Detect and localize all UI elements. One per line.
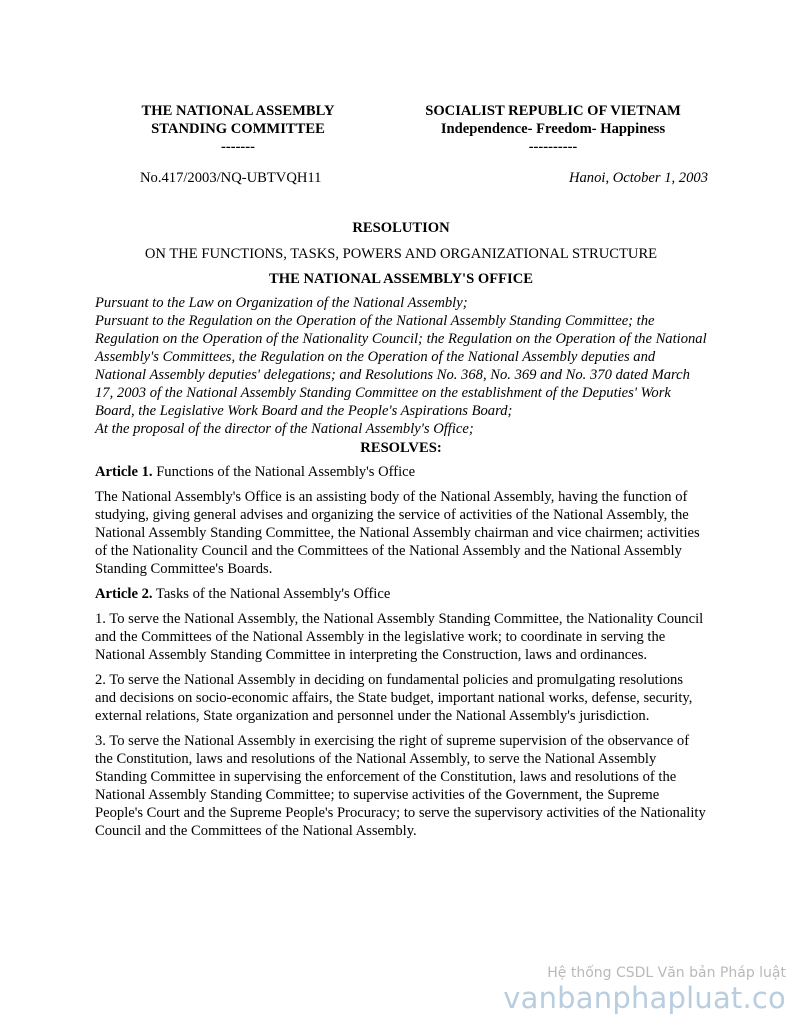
country-name: SOCIALIST REPUBLIC OF VIETNAM xyxy=(425,103,681,119)
preamble-line: Pursuant to the Law on Organization of the National Assembly; xyxy=(95,295,468,311)
motto: Independence- Freedom- Happiness xyxy=(440,121,666,137)
resolves-heading: RESOLVES: xyxy=(360,440,442,456)
watermark-site: vanbanphapluat.co xyxy=(503,981,786,1015)
motto-divider: ---------- xyxy=(528,139,578,155)
article-1-title: Functions of the National Assembly's Office xyxy=(152,464,416,480)
issuer-divider: ------- xyxy=(220,139,256,155)
national-motto-header xyxy=(398,102,708,156)
preamble-line: At the proposal of the director of the National Assembly's Office; xyxy=(95,421,474,437)
issuer-name-line1: THE NATIONAL ASSEMBLY xyxy=(141,103,335,119)
article-2-item: 2. To serve the National Assembly in deciding on fundamental policies and promulgating resolutions and decisions on socio-economic affairs, the State budget, important national works, defense, security, external relations, State organization and personnel under the National Assembly's jurisdiction. xyxy=(95,672,693,724)
article-1-heading xyxy=(95,463,707,481)
issuer-name-line2: STANDING COMMITTEE xyxy=(151,121,325,137)
document-date: Hanoi, October 1, 2003 xyxy=(568,170,708,186)
article-2-label: Article 2. xyxy=(95,586,153,602)
article-1-label: Article 1. xyxy=(95,464,153,480)
article-2-heading xyxy=(95,585,707,603)
preamble-line: Pursuant to the Regulation on the Operation of the National Assembly Standing Committee; the Regulation on the Operation of the Nationality Council; the Regulation on the Operation of the National Assembly's Committees, the Regulation on the Operation of the National Assembly deputies and National Assembly deputies' delegations; and Resolutions No. 368, No. 369 and No. 370 dated March 17, 2003 of the National Assembly Standing Committee on the establishment of the Deputies' Work Board, the Legislative Work Board and the People's Aspirations Board; xyxy=(95,313,707,419)
document-title: RESOLUTION xyxy=(352,220,450,236)
watermark-caption: Hệ thống CSDL Văn bản Pháp luật xyxy=(547,965,786,981)
preamble xyxy=(95,294,707,438)
article-1-body: The National Assembly's Office is an assisting body of the National Assembly, having the function of studying, giving general advises and organizing the service of activities of the National Assembly, the National Assembly Standing Committee, the National Assembly chairman and vice chairmen; activities of the Nationality Council and the Committees of the National Assembly and the National Assembly Standing Committee's Boards. xyxy=(95,489,700,577)
issuer-header xyxy=(118,102,358,156)
document-subtitle-office: THE NATIONAL ASSEMBLY'S OFFICE xyxy=(269,271,533,287)
article-2-title: Tasks of the National Assembly's Office xyxy=(152,586,391,602)
article-2-item: 3. To serve the National Assembly in exercising the right of supreme supervision of the observance of the Constitution, laws and resolutions of the National Assembly, to serve the National Assembly Standing Committee in supervising the enforcement of the Constitution, laws and resolutions of the National Assembly Standing Committee; to supervise activities of the Government, the Supreme People's Court and the Supreme People's Procuracy; to serve the supervisory activities of the Nationality Council and the Committees of the National Assembly. xyxy=(95,733,706,839)
document-number: No.417/2003/NQ-UBTVQH11 xyxy=(140,170,322,186)
article-2-item: 1. To serve the National Assembly, the National Assembly Standing Committee, the Nationality Council and the Committees of the National Assembly in the legislative work; to coordinate in serving the National Assembly Standing Committee in interpreting the Construction, laws and ordinances. xyxy=(95,611,704,663)
document-subtitle: ON THE FUNCTIONS, TASKS, POWERS AND ORGANIZATIONAL STRUCTURE xyxy=(144,246,658,262)
watermark xyxy=(503,965,786,1015)
document-body xyxy=(95,219,707,847)
